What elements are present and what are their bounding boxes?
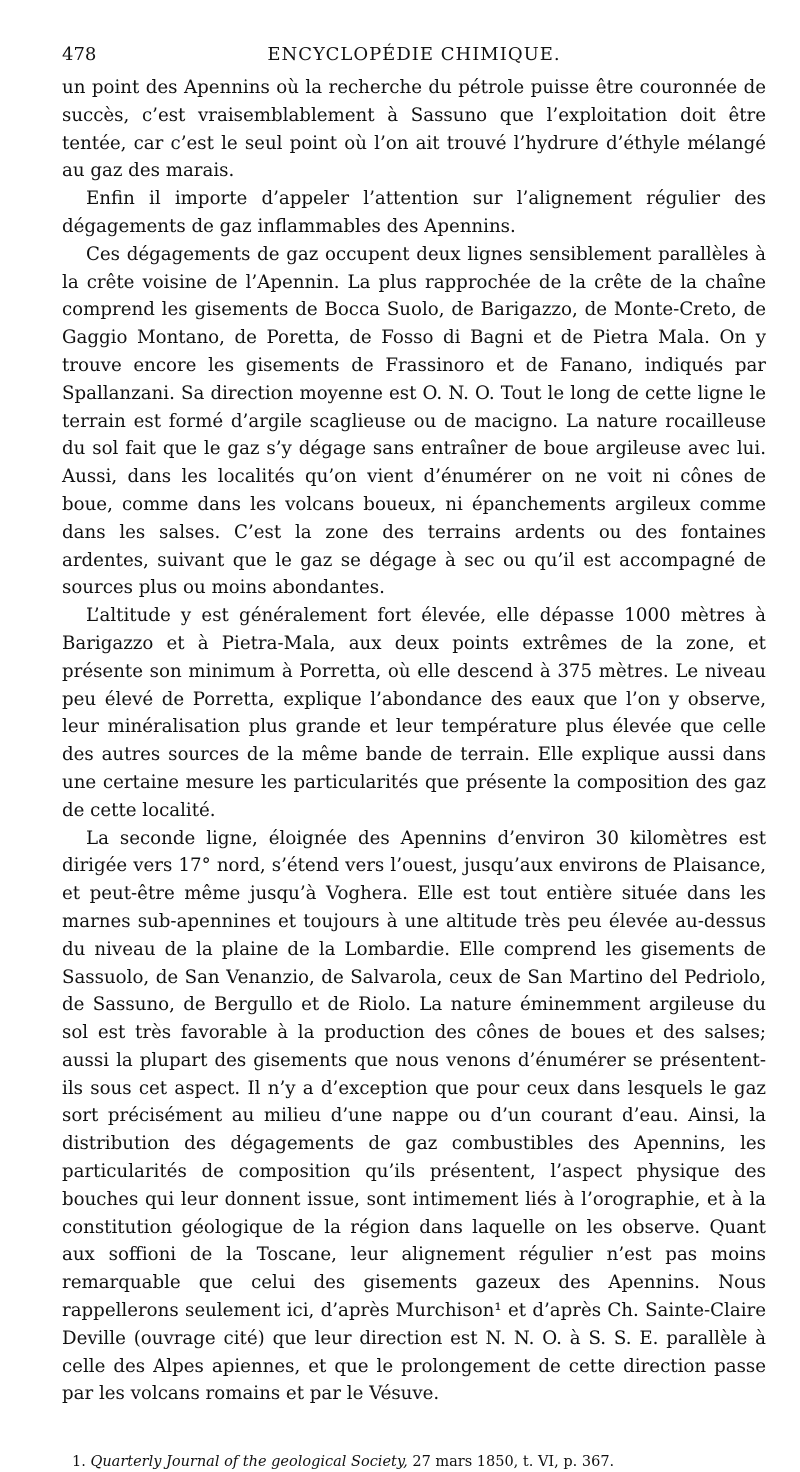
body-text bbox=[62, 74, 766, 1408]
paragraph: un point des Apennins où la recherche du pétrole puisse être couronnée de succès, c’est vraisemblablement à Sassuno que l’exploitation doit être tentée, car c’est le seul point où l’on ait trouvé l’hydrure d’éthyle mélangé au gaz des marais. bbox=[62, 77, 766, 182]
page-number: 478 bbox=[62, 44, 97, 65]
page-header bbox=[62, 40, 766, 74]
footnote-source-details: 27 mars 1850, t. VI, p. 367. bbox=[407, 1454, 615, 1471]
footnote-source-title: Quarterly Journal of the geological Society, bbox=[90, 1454, 408, 1471]
footnote bbox=[62, 1452, 766, 1472]
paragraph: Ces dégagements de gaz occupent deux lignes sensiblement parallèles à la crête voisine de l’Apennin. La plus rapprochée de la crête de la chaîne comprend les gisements de Bocca Suolo, de Barigazzo, de Monte-Creto, de Gaggio Montano, de Poretta, de Fosso di Bagni et de Pietra Mala. On y trouve encore les gisements de Frassinoro et de Fanano, indiqués par Spallanzani. Sa direction moyenne est O. N. O. Tout le long de cette ligne le terrain est formé d’argile scaglieuse ou de macigno. La nature rocailleuse du sol fait que le gaz s’y dégage sans entraîner de boue argileuse avec lui. Aussi, dans les localités qu’on vient d’énumérer on ne voit ni cônes de boue, comme dans les volcans boueux, ni épanchements argileux comme dans les salses. C’est la zone des terrains ardents ou des fontaines ardentes, suivant que le gaz se dégage à sec ou qu’il est accompagné de sources plus ou moins abondantes. bbox=[62, 243, 766, 599]
running-title: ENCYCLOPÉDIE CHIMIQUE. bbox=[267, 44, 561, 65]
paragraph: Enfin il importe d’appeler l’attention sur l’alignement régulier des dégagements de gaz inflammables des Apennins. bbox=[62, 188, 766, 237]
footnote-marker: 1. bbox=[72, 1454, 86, 1471]
paragraph: La seconde ligne, éloignée des Apennins d’environ 30 kilomètres est dirigée vers 17° nord, s’étend vers l’ouest, jusqu’aux environs de Plaisance, et peut-être même jusqu’à Voghera. Elle est tout entière située dans les marnes sub-apennines et toujours à une altitude très peu élevée au-dessus du niveau de la plaine de la Lombardie. Elle comprend les gisements de Sassuolo, de San Venanzio, de Salvarola, ceux de San Martino del Pedriolo, de Sassuno, de Bergullo et de Riolo. La nature éminemment argileuse du sol est très favorable à la production des cônes de boues et des salses; aussi la plupart des gisements que nous venons d’énumérer se présentent-ils sous cet aspect. Il n’y a d’exception que pour ceux dans lesquels le gaz sort précisément au milieu d’une nappe ou d’un courant d’eau. Ainsi, la distribution des dégagements de gaz combustibles des Apennins, les particularités de composition qu’ils présentent, l’aspect physique des bouches qui leur donnent issue, sont intimement liés à l’orographie, et à la constitution géologique de la région dans laquelle on les observe. Quant aux soffioni de la Toscane, leur alignement régulier n’est pas moins remarquable que celui des gisements gazeux des Apennins. Nous rappellerons seulement ici, d’après Murchison¹ et d’après Ch. Sainte-Claire Deville (ouvrage cité) que leur direction est N. N. O. à S. S. E. parallèle à celle des Alpes apiennes, et que le prolongement de cette direction passe par les volcans romains et par le Vésuve. bbox=[62, 827, 766, 1405]
paragraph: L’altitude y est généralement fort élevée, elle dépasse 1000 mètres à Barigazzo et à Pietra-Mala, aux deux points extrêmes de la zone, et présente son minimum à Porretta, où elle descend à 375 mètres. Le niveau peu élevé de Porretta, explique l’abondance des eaux que l’on y observe, leur minéralisation plus grande et leur température plus élevée que celle des autres sources de la même bande de terrain. Elle explique aussi dans une certaine mesure les particularités que présente la composition des gaz de cette localité. bbox=[62, 605, 766, 821]
